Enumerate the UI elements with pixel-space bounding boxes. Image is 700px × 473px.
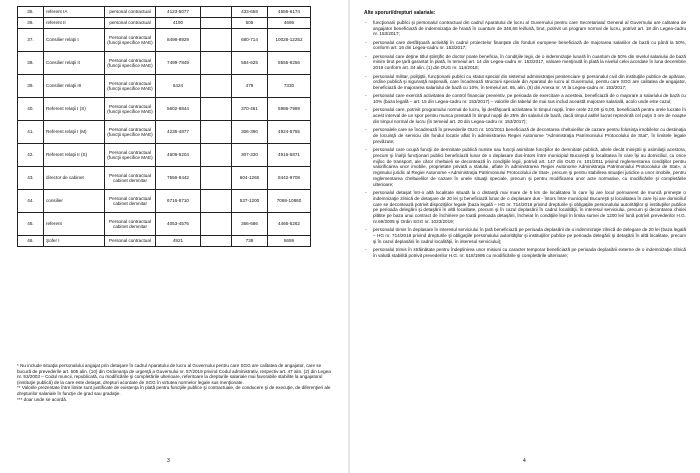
list-item: - personalul care exercită activitatea de control financiar preventiv, pe perioada de exercitare a acesteia, beneficiază de o majorare a salariului de bază cu 10% (baza legală – art. 15 din Legea-cadru nr. 153/2017) – valorile din tabelul de mai sus includ această majorare salarială, acolo unde este cazul; — [364, 93, 686, 105]
cell-no: 39. — [18, 75, 44, 98]
table-row — [18, 29, 311, 52]
cell-func: Consilier relaţii III — [44, 75, 105, 98]
cell-v1 — [201, 144, 232, 167]
cell-func: Referent relaţii II (S) — [44, 144, 105, 167]
list-item: - personalul trimis în străinătate pentru îndeplinirea unor misiuni cu caracter temporar beneficiază pe perioada deplasării externe de o indemnizaţie zilnică în valută stabilită potrivit prevederilor H.G. nr. 518/1995 cu modificările şi completările ulterioare; — [364, 247, 686, 259]
table-row — [18, 75, 311, 98]
cell-no: 35. — [18, 7, 44, 18]
table-row — [18, 167, 311, 190]
cell-func: Consilier relaţii II — [44, 52, 105, 75]
cell-no: 45. — [18, 213, 44, 236]
table-row — [18, 144, 311, 167]
cell-func: referent — [44, 213, 105, 236]
cell-category: Personal contractual (funcţii specifice MAE) — [105, 52, 156, 75]
cell-v3: 8555-9256 — [268, 52, 311, 75]
list-item: - personalul care, potrivit programului normal de lucru, îşi desfăşoară activitatea în timpul nopţii, între orele 22,00 şi 6,00, beneficiază pentru orele lucrate în acest interval de un spor pentru munca prestată în timpul nopţii de 25% din salariul de bază, dacă timpul astfel lucrat reprezintă cel puţin 3 ore de noapte din timpul normal de lucru (în temeiul art. 20 din Legea-cadru nr. 153/2017); — [364, 107, 686, 124]
cell-v2: 604-1266 — [232, 167, 268, 190]
cell-v3: 8442-9708 — [268, 167, 311, 190]
cell-v2: 370-461 — [232, 98, 268, 121]
cell-v3: 7330 — [268, 75, 311, 98]
cell-range: 8498-8929 — [156, 29, 201, 52]
cell-v3: 7068-10860 — [268, 190, 311, 213]
cell-category: Personal contractual (funcţii specifice MAE) — [105, 144, 156, 167]
table-row — [18, 98, 311, 121]
table-row — [18, 18, 311, 29]
cell-category: personal contractual — [105, 7, 156, 18]
cell-no: 46. — [18, 236, 44, 247]
footnotes — [17, 363, 333, 402]
cell-no: 42. — [18, 144, 44, 167]
page-number: 3 — [167, 458, 170, 464]
cell-v2: 433-658 — [232, 7, 268, 18]
cell-v2: 680-714 — [232, 29, 268, 52]
cell-no: 43. — [18, 167, 44, 190]
cell-v2: 366-686 — [232, 213, 268, 236]
table-row — [18, 52, 311, 75]
list-item: - personalul detaşat într-o altă localitate situată la o distanţă mai mare de 5 km de localitatea în care îşi are locul permanent de muncă primeşte o indemnizaţie zilnică de detaşare de 20 lei şi beneficiază lunar de o deplasare dus - întors între municipiul Bucureşti şi localitatea în care îşi are domiciliul care se decontează potrivit dispoziţiilor legale (baza legală – HG nr. 714/2018 privind drepturile şi obligaţiile personalului autorităţilor şi instituţiilor publice pe perioada delegării şi detaşării în altă localitate, precum şi în cazul deplasării în cadrul localităţii, în interesul serviciului, precum şi decontarea chiriei plătite pe baza unui contract de închiriere pe toată perioada detaşării, încheiat în condiţiile legii în limita sumei de 1200 lei/ lună potrivit prevederilor H.G. nr.69/2005 şi Ordin SGG nr. 1023/2019; — [364, 190, 686, 225]
cell-v1 — [201, 29, 232, 52]
list-item: - personalele care se încadrează în prevederile OUG nr. 101/2011 beneficiază de decontarea cheltuielilor de cazare pentru folosinţa imobilelor cu destinaţia de locuinţă de serviciu din fondul locativ aflat în administrarea Regiei Autonome "Administraţia Patrimoniului Protocolului de Stat", în limitele legale prevăzute; — [364, 127, 686, 144]
section-heading: Alte sporuri/drepturi salariale: — [364, 10, 436, 16]
cell-v2: 505 — [232, 18, 268, 29]
cell-func: director de cabinet — [44, 167, 105, 190]
list-item: - personalul care ocupă funcţii de demnitate publică numite sau funcţii asimilate funcţiilor de demnitate publică, altele decât miniştrii şi asimilaţii acestora, precum şi înalţii funcţionari publici beneficiază lunar de o deplasare dus-întors între municipiul Bucureşti şi localitatea în care îşi au domiciliul, cu orice mijloc de transport, ale căror cheltuieli se decontează în condiţiile legii, potrivit art. 147 din OUG nr. 101/2011 privind reglementarea condiţiilor pentru valorificarea unor imobile, proprietate privată a statului, aflate în administrarea Regiei Autonome Administraţia Patrimoniului Protocolului de Stat», a regimului juridic al Regiei Autonome «Administraţia Patrimoniului Protocolului de Stat», precum şi pentru stabilirea situaţiei juridice a unor imobile, pentru reglementarea cheltuielilor de cazare în unele situaţii speciale, precum şi pentru modificarea unor acte normative, cu modificările şi completările ulterioare; — [364, 147, 686, 187]
list-item: - personalul militar, poliţiştii, funcţionarii publici cu statut special din sistemul administraţiei penitenciare şi personalul civil din instituţiile publice de apărare, ordine publică şi siguranţă naţională, care încadrează structurii speciale din Aparatul de lucru al Guvernului, pentru care SGG are calitatea de angajator, beneficiază de majorarea salariului de bază cu 10%, în temeiul art. 65, alin. (8) din Anexa nr. VI la Legea-cadru nr. 153/2017; — [364, 74, 686, 91]
cell-v1 — [201, 213, 232, 236]
cell-no: 36. — [18, 18, 44, 29]
cell-v3: 5986-7989 — [268, 98, 311, 121]
cell-range: 4190 — [156, 18, 201, 29]
cell-no: 38. — [18, 52, 44, 75]
cell-func: referent IA — [44, 7, 105, 18]
footnote: ** Valorile prezentate între limite sunt justificate de existenţa în plată pentru funcţiile publice şi contractuale, de conducere şi de execuţie, de diferenţieri ale drepturilor salariale în funcţie de grad sau gradaţie. — [17, 385, 331, 396]
cell-func: referent II — [44, 18, 105, 29]
cell-category: Personal contractual (funcţii specifice MAE) — [105, 98, 156, 121]
cell-v3: 4916-5871 — [268, 144, 311, 167]
list-item: - personalul care deţine titlul ştiinţific de doctor poate beneficia, în condiţiile legii, de o indemnizaţie lunară în cuantum de 50% din nivelul salariului de bază minim brut pe ţară garantat în plată, în temeiul art. 14 din Legea-cadru nr. 153/2017, valoare menţinută în plată la nivelul celei acordate în luna decembrie 2019 conform art. 34 alin. (1) din OUG nr. 114/2018; — [364, 54, 686, 71]
table-row — [18, 7, 311, 18]
cell-v1 — [201, 18, 232, 29]
cell-func: consilier — [44, 190, 105, 213]
cell-v2: 584-625 — [232, 52, 268, 75]
list-item: - personalul care desfăşoară activităţi în cadrul proiectelor finanţate din fonduri europene beneficiază de majorarea salariilor de bază cu până la 50%, conform art. 16 din Legea-cadru nr. 153/2017; — [364, 40, 686, 52]
cell-v2: 738 — [232, 236, 268, 247]
left-page — [0, 0, 348, 473]
cell-v1 — [201, 98, 232, 121]
cell-v3: 4466-5262 — [268, 213, 311, 236]
salary-table — [17, 6, 311, 247]
benefits-list — [364, 20, 686, 259]
cell-v1 — [201, 121, 232, 144]
cell-v1 — [201, 167, 232, 190]
cell-range: 6716-8710 — [156, 190, 201, 213]
cell-v3: 4556-6174 — [268, 7, 311, 18]
cell-no: 37. — [18, 29, 44, 52]
table-row — [18, 121, 311, 144]
table-row — [18, 213, 311, 236]
cell-v1 — [201, 75, 232, 98]
cell-v2: 537-1200 — [232, 190, 268, 213]
cell-range: 7556-8442 — [156, 167, 201, 190]
cell-range: 6424 — [156, 75, 201, 98]
cell-no: 44. — [18, 190, 44, 213]
cell-no: 40. — [18, 98, 44, 121]
cell-func: Referent relaţii I (M) — [44, 121, 105, 144]
cell-range: 5602-6844 — [156, 98, 201, 121]
cell-v1 — [201, 7, 232, 18]
cell-range: 4053-4576 — [156, 213, 201, 236]
cell-v1 — [201, 236, 232, 247]
footnote: * Nu include situaţia personalului angajat prin detaşare în cadrul Aparatului de lucru al Guvernului pentru care SGG are calitatea de angajator, care se bucură de prevederile art. 505 alin. (10) din Ordonanţa de urgenţă a Guvernului nr. 57/2019 privind Codul administrativ, respectiv art. 47 alin. (2) din Legea nr. 53/2003 – Codul muncii, republicată, cu modificările şi completările ulterioare, referitoare la drepturile salariale mai favorabile stabilite la angajatorul (instituţie publică) de la care este detaşat, drepturi acordate de SGG în virtutea normelor legale sus menţionate. — [17, 363, 331, 385]
right-page — [350, 0, 700, 473]
cell-v1 — [201, 190, 232, 213]
table-row — [18, 190, 311, 213]
cell-v3: 4924-5755 — [268, 121, 311, 144]
cell-func: Referent relaţii I (S) — [44, 98, 105, 121]
cell-func: Şofer I — [44, 236, 105, 247]
cell-range: 4921 — [156, 236, 201, 247]
list-item: - funcţionarii publici şi personalul contractual din cadrul Aparatului de lucru al Guvernului pentru care Secretariatul General al Guvernului are calitatea de angajator beneficiază de indemnizaţia de hrană în cuantum de 346,66 lei/lună, brut, potrivit un program normal de lucru, potrivit art. 18 din Legea-cadru nr. 153/2017; — [364, 20, 686, 37]
cell-range: 7499-7849 — [156, 52, 201, 75]
page-number: 4 — [523, 458, 526, 464]
cell-category: Personal contractual cabinet demnitar — [105, 190, 156, 213]
table-row — [18, 236, 311, 247]
cell-range: 4235-4877 — [156, 121, 201, 144]
cell-category: Personal contractual (funcţii specifice MAE) — [105, 75, 156, 98]
cell-func: Consilier relaţii I — [44, 29, 105, 52]
benefits-section — [364, 11, 686, 261]
cell-category: Personal contractual — [105, 236, 156, 247]
cell-v3: 5659 — [268, 236, 311, 247]
cell-v2: 306-390 — [232, 121, 268, 144]
cell-v3: 4695 — [268, 18, 311, 29]
cell-category: Personal contractual (funcţii specifice MAE) — [105, 29, 156, 52]
cell-v1 — [201, 52, 232, 75]
cell-range: 4123-5077 — [156, 7, 201, 18]
cell-category: Personal contractual cabinet demnitar — [105, 213, 156, 236]
cell-range: 4609-5204 — [156, 144, 201, 167]
cell-v2: 307-330 — [232, 144, 268, 167]
cell-category: Personal contractual cabinet demnitar — [105, 167, 156, 190]
cell-v2: 479 — [232, 75, 268, 98]
cell-category: Personal contractual (funcţii specifice MAE) — [105, 121, 156, 144]
cell-v3: 10028-12252 — [268, 29, 311, 52]
list-item: - personalul trimis în deplasare în interesul serviciului în ţară beneficiază pe perioada deplasării de o indemnizaţie zilnică de delegare de 20 lei (baza legală – HG nr. 714/2018 privind drepturile şi obligaţiile personalului autorităţilor şi instituţiilor publice pe perioada delegării şi detaşării în altă localitate, precum şi în cazul deplasării în cadrul localităţii, în interesul serviciului); — [364, 227, 686, 244]
cell-category: personal contractual — [105, 18, 156, 29]
footnote: *** doar unde se acordă. — [17, 396, 68, 402]
cell-no: 41. — [18, 121, 44, 144]
